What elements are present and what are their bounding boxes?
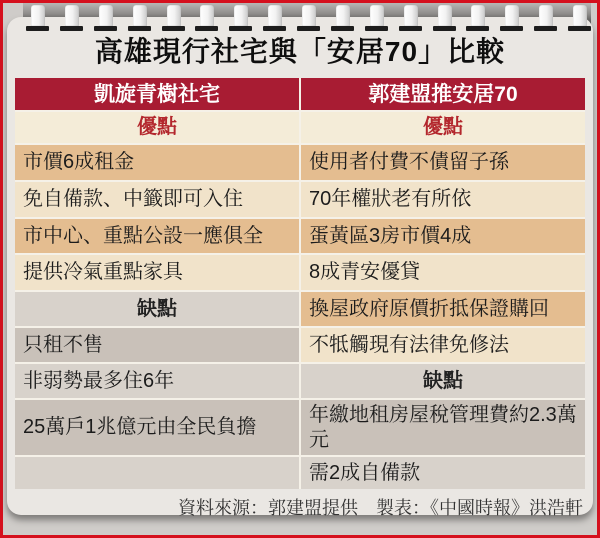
binder-clip-icon — [471, 5, 485, 26]
comparison-table — [15, 78, 585, 489]
binder-clip-icon — [573, 5, 587, 26]
binder-clip-icon — [336, 5, 350, 26]
binder-clip-icon — [65, 5, 79, 26]
table-cell: 使用者付費不債留子孫 — [301, 145, 585, 180]
notepad-card — [7, 17, 593, 518]
table-cell: 25萬戶1兆億元由全民負擔 — [15, 400, 299, 455]
binder-clip-icon — [268, 5, 282, 26]
binder-clip-icon — [370, 5, 384, 26]
binder-clip-icon — [31, 5, 45, 26]
binder-clips — [31, 5, 587, 33]
left-cons-label: 缺點 — [15, 292, 299, 326]
binder-clip-icon — [539, 5, 553, 26]
source-credit: 資料來源：郭建盟提供 製表：《中國時報》洪浩軒 — [178, 498, 583, 518]
table-cell: 需2成自備款 — [301, 457, 585, 489]
table-cell: 8成青安優貸 — [301, 255, 585, 290]
column-header-right: 郭建盟推安居70 — [301, 78, 585, 110]
table-cell — [15, 457, 299, 489]
binder-clip-icon — [404, 5, 418, 26]
page-title: 高雄現行社宅與「安居70」比較 — [94, 36, 506, 67]
table-cell: 非弱勢最多住6年 — [15, 364, 299, 398]
table-cell: 換屋政府原價折抵保證購回 — [301, 292, 585, 326]
binder-clip-icon — [167, 5, 181, 26]
column-header-left: 凱旋青樹社宅 — [15, 78, 299, 110]
binder-clip-icon — [234, 5, 248, 26]
binder-clip-icon — [133, 5, 147, 26]
right-pros-label: 優點 — [301, 112, 585, 143]
table-cell: 市價6成租金 — [15, 145, 299, 180]
table-cell: 免自備款、中籤即可入住 — [15, 182, 299, 217]
right-cons-label: 缺點 — [301, 364, 585, 398]
table-cell: 只租不售 — [15, 328, 299, 362]
table-cell: 蛋黃區3房市價4成 — [301, 219, 585, 253]
binder-clip-icon — [302, 5, 316, 26]
binder-clip-icon — [99, 5, 113, 26]
table-cell: 提供冷氣重點家具 — [15, 255, 299, 290]
table-cell: 年繳地租房屋稅管理費約2.3萬元 — [301, 400, 585, 455]
table-cell: 不牴觸現有法律免修法 — [301, 328, 585, 362]
table-cell: 70年權狀老有所依 — [301, 182, 585, 217]
binder-clip-icon — [200, 5, 214, 26]
binder-clip-icon — [438, 5, 452, 26]
table-cell: 市中心、重點公設一應俱全 — [15, 219, 299, 253]
left-pros-label: 優點 — [15, 112, 299, 143]
binder-clip-icon — [505, 5, 519, 26]
